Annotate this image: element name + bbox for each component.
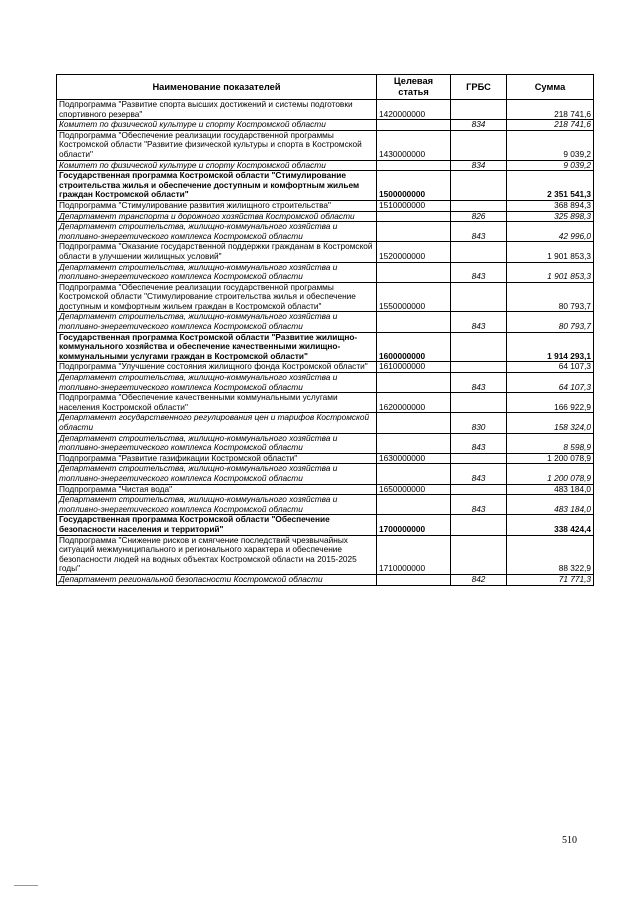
table-row [57, 484, 594, 495]
cell-sum: 9 039,2 [507, 160, 594, 171]
cell-grbs: 842 [451, 574, 507, 585]
header-grbs: ГРБС [451, 75, 507, 100]
cell-name: Комитет по физической культуре и спорту Костромской области [57, 160, 377, 171]
cell-grbs [451, 332, 507, 362]
cell-sum: 71 771,3 [507, 574, 594, 585]
cell-name: Комитет по физической культуре и спорту Костромской области [57, 120, 377, 131]
cell-grbs [451, 130, 507, 160]
table-row [57, 211, 594, 222]
header-sum: Сумма [507, 75, 594, 100]
cell-code [377, 574, 451, 585]
cell-code [377, 495, 451, 515]
cell-code: 1630000000 [377, 453, 451, 464]
table-row [57, 120, 594, 131]
cell-grbs [451, 393, 507, 413]
cell-code [377, 464, 451, 484]
cell-grbs: 834 [451, 160, 507, 171]
cell-sum: 1 901 853,3 [507, 242, 594, 262]
cell-name: Подпрограмма "Стимулирование развития жилищного строительства" [57, 200, 377, 211]
cell-code: 1550000000 [377, 282, 451, 312]
table-row [57, 312, 594, 332]
cell-sum: 218 741,6 [507, 120, 594, 131]
cell-grbs [451, 242, 507, 262]
table-row [57, 262, 594, 282]
table-row [57, 574, 594, 585]
cell-code [377, 160, 451, 171]
cell-sum: 218 741,6 [507, 100, 594, 120]
cell-name: Департамент строительства, жилищно-коммунального хозяйства и топливно-энергетического комплекса Костромской области [57, 464, 377, 484]
table-row [57, 453, 594, 464]
table-row [57, 160, 594, 171]
cell-grbs: 843 [451, 222, 507, 242]
cell-grbs [451, 171, 507, 201]
cell-name: Подпрограмма "Улучшение состояния жилищного фонда Костромской области" [57, 362, 377, 373]
cell-grbs [451, 484, 507, 495]
cell-code [377, 413, 451, 433]
cell-sum: 64 107,3 [507, 362, 594, 373]
cell-name: Департамент строительства, жилищно-коммунального хозяйства и топливно-энергетического комплекса Костромской области [57, 312, 377, 332]
cell-sum: 1 914 293,1 [507, 332, 594, 362]
cell-sum: 2 351 541,3 [507, 171, 594, 201]
table-body [57, 100, 594, 586]
cell-grbs [451, 200, 507, 211]
cell-grbs: 843 [451, 373, 507, 393]
cell-name: Государственная программа Костромской области "Обеспечение безопасности населения и территорий" [57, 515, 377, 535]
table-row [57, 100, 594, 120]
cell-name: Департамент строительства, жилищно-коммунального хозяйства и топливно-энергетического комплекса Костромской области [57, 433, 377, 453]
cell-code [377, 312, 451, 332]
cell-code: 1420000000 [377, 100, 451, 120]
cell-sum: 483 184,0 [507, 484, 594, 495]
cell-sum: 80 793,7 [507, 312, 594, 332]
table-row [57, 393, 594, 413]
cell-name: Государственная программа Костромской области "Стимулирование строительства жилья и обеспечение доступным и комфортным жильем граждан Костромской области" [57, 171, 377, 201]
cell-sum: 1 901 853,3 [507, 262, 594, 282]
table-row [57, 433, 594, 453]
table-row [57, 222, 594, 242]
cell-sum: 64 107,3 [507, 373, 594, 393]
cell-code [377, 373, 451, 393]
header-name: Наименование показателей [57, 75, 377, 100]
cell-grbs [451, 515, 507, 535]
page-number: 510 [562, 835, 577, 846]
cell-grbs [451, 453, 507, 464]
cell-grbs: 843 [451, 495, 507, 515]
cell-grbs: 834 [451, 120, 507, 131]
cell-name: Подпрограмма "Чистая вода" [57, 484, 377, 495]
cell-grbs: 826 [451, 211, 507, 222]
cell-sum: 1 200 078,9 [507, 464, 594, 484]
cell-name: Подпрограмма "Обеспечение реализации государственной программы Костромской области "Стимулирование строительства жилья и обеспечение доступным и комфортным жильем граждан в Костромской области" [57, 282, 377, 312]
cell-sum: 483 184,0 [507, 495, 594, 515]
cell-code: 1610000000 [377, 362, 451, 373]
cell-code [377, 222, 451, 242]
cell-sum: 80 793,7 [507, 282, 594, 312]
table-row [57, 242, 594, 262]
cell-sum: 166 922,9 [507, 393, 594, 413]
cell-code: 1520000000 [377, 242, 451, 262]
cell-code: 1600000000 [377, 332, 451, 362]
cell-code [377, 262, 451, 282]
table-row [57, 362, 594, 373]
cell-code: 1700000000 [377, 515, 451, 535]
cell-code [377, 120, 451, 131]
cell-name: Подпрограмма "Развитие спорта высших достижений и системы подготовки спортивного резерва" [57, 100, 377, 120]
cell-grbs: 843 [451, 464, 507, 484]
table-row [57, 200, 594, 211]
table-row [57, 464, 594, 484]
cell-code: 1510000000 [377, 200, 451, 211]
table-row [57, 332, 594, 362]
table-header-row [57, 75, 594, 100]
cell-name: Департамент транспорта и дорожного хозяйства Костромской области [57, 211, 377, 222]
cell-sum: 368 894,3 [507, 200, 594, 211]
cell-sum: 158 324,0 [507, 413, 594, 433]
cell-sum: 325 898,3 [507, 211, 594, 222]
cell-code: 1430000000 [377, 130, 451, 160]
cell-code: 1650000000 [377, 484, 451, 495]
cell-sum: 1 200 078,9 [507, 453, 594, 464]
cell-sum: 88 322,9 [507, 535, 594, 574]
cell-code: 1620000000 [377, 393, 451, 413]
table-row [57, 130, 594, 160]
cell-name: Департамент государственного регулирования цен и тарифов Костромской области [57, 413, 377, 433]
scan-mark [14, 885, 38, 886]
cell-sum: 338 424,4 [507, 515, 594, 535]
cell-name: Департамент строительства, жилищно-коммунального хозяйства и топливно-энергетического комплекса Костромской области [57, 262, 377, 282]
cell-name: Департамент региональной безопасности Костромской области [57, 574, 377, 585]
cell-grbs: 843 [451, 433, 507, 453]
cell-name: Подпрограмма "Снижение рисков и смягчение последствий чрезвычайных ситуаций межмуниципального и регионального характера и обеспечение безопасности людей на водных объектах Костромской области на 2015-2025 годы" [57, 535, 377, 574]
table-row [57, 515, 594, 535]
cell-grbs [451, 282, 507, 312]
cell-sum: 9 039,2 [507, 130, 594, 160]
cell-sum: 8 598,9 [507, 433, 594, 453]
cell-grbs [451, 100, 507, 120]
table-row [57, 282, 594, 312]
cell-name: Департамент строительства, жилищно-коммунального хозяйства и топливно-энергетического комплекса Костромской области [57, 495, 377, 515]
cell-name: Подпрограмма "Обеспечение реализации государственной программы Костромской области "Развитие физической культуры и спорта в Костромской области" [57, 130, 377, 160]
budget-table [56, 74, 594, 586]
cell-name: Подпрограмма "Оказание государственной поддержки гражданам в Костромской области в улучшении жилищных условий" [57, 242, 377, 262]
cell-name: Подпрограмма "Обеспечение качественными коммунальными услугами населения Костромской области" [57, 393, 377, 413]
cell-grbs [451, 535, 507, 574]
cell-sum: 42 996,0 [507, 222, 594, 242]
table-row [57, 373, 594, 393]
table-row [57, 495, 594, 515]
cell-name: Департамент строительства, жилищно-коммунального хозяйства и топливно-энергетического комплекса Костромской области [57, 222, 377, 242]
cell-grbs [451, 362, 507, 373]
table-row [57, 535, 594, 574]
cell-name: Подпрограмма "Развитие газификации Костромской области" [57, 453, 377, 464]
cell-name: Департамент строительства, жилищно-коммунального хозяйства и топливно-энергетического комплекса Костромской области [57, 373, 377, 393]
table-row [57, 413, 594, 433]
cell-code: 1710000000 [377, 535, 451, 574]
cell-name: Государственная программа Костромской области "Развитие жилищно-коммунального хозяйства и обеспечение качественными жилищно-коммунальными услугами граждан в Костромской области" [57, 332, 377, 362]
cell-code: 1500000000 [377, 171, 451, 201]
header-code: Целевая статья [377, 75, 451, 100]
cell-grbs: 843 [451, 312, 507, 332]
cell-code [377, 211, 451, 222]
cell-grbs: 830 [451, 413, 507, 433]
cell-code [377, 433, 451, 453]
table-row [57, 171, 594, 201]
cell-grbs: 843 [451, 262, 507, 282]
